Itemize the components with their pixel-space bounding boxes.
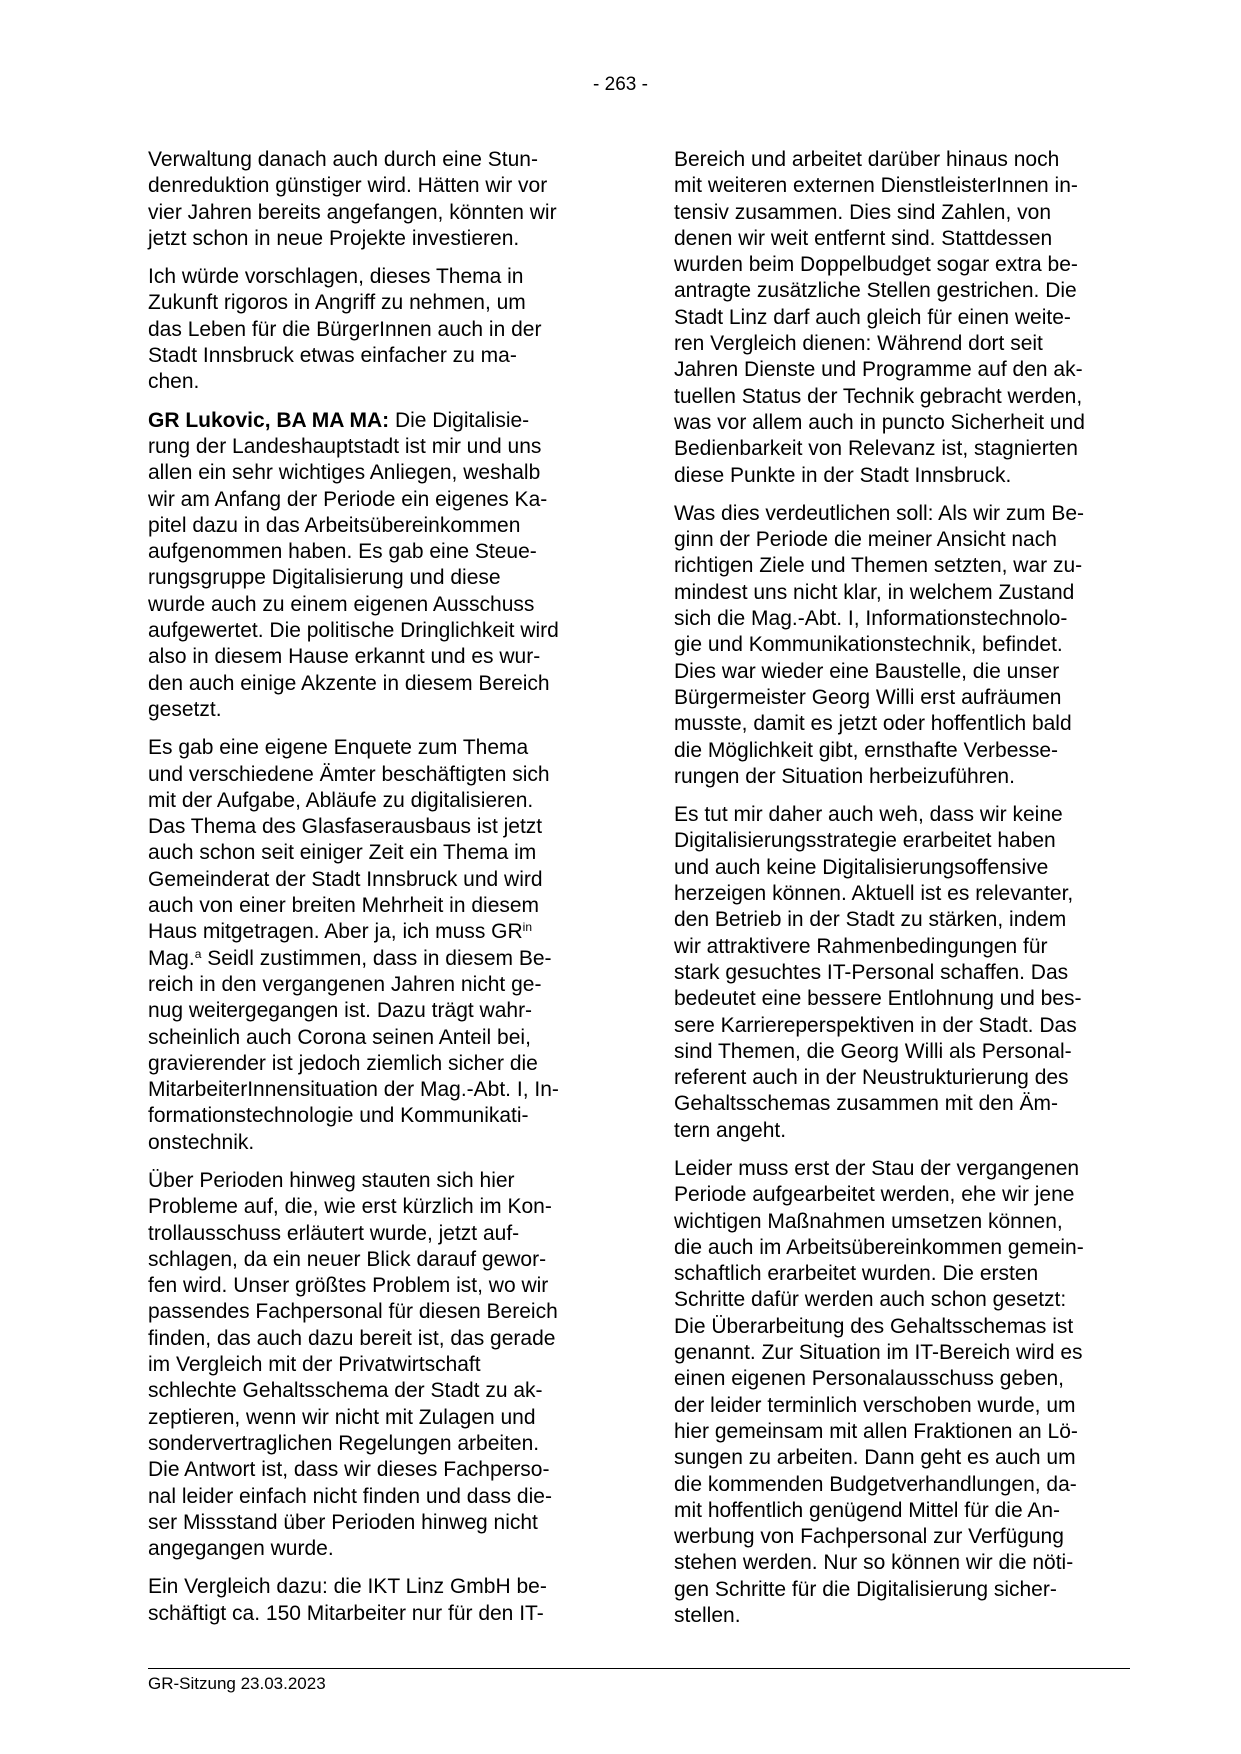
- paragraph: Verwaltung danach auch durch eine Stun- denreduktion günstiger wird. Hätten wir vor vier Jahren bereits angefangen, könnten wir jetzt schon in neue Projekte investieren.: [148, 148, 557, 250]
- page-number: - 263 -: [593, 74, 648, 95]
- paragraph: Bereich und arbeitet darüber hinaus noch mit weiteren externen DienstleisterInnen in- tensiv zusammen. Dies sind Zahlen, von denen wir weit entfernt sind. Stattdessen wurden beim Doppelbudget sogar extra be- antragte zusätzliche Stellen gestrichen. Die Stadt Linz darf auch gleich für einen weite- ren Vergleich dienen: Während dort seit Jahren Dienste und Programme auf den ak- tuellen Status der Technik gebracht werden, was vor allem auch in puncto Sicherheit und Bedienbarkeit von Relevanz ist, stagnierten diese Punkte in der Stadt Innsbruck.: [674, 148, 1085, 487]
- speech-text: Die Digitalisie- rung der Landeshauptstadt ist mir und uns allen ein sehr wichtiges Anliegen, weshalb wir am Anfang der Periode ein eigenes Ka- pitel dazu in das Arbeitsübereinkommen aufgenommen haben. Es gab eine Steue- rungsgruppe Digitalisierung und diese wurde auch zu einem eigenen Ausschuss aufgewertet. Die politische Dringlichkeit wird also in diesem Hause erkannt und es wur- den auch einige Akzente in diesem Bereich gesetzt.: [148, 408, 559, 721]
- paragraph: Ich würde vorschlagen, dieses Thema in Zukunft rigoros in Angriff zu nehmen, um das Leben für die BürgerInnen auch in der Stadt Innsbruck etwas einfacher zu ma- chen.: [148, 265, 542, 394]
- superscript: a: [194, 946, 202, 961]
- footer-text: GR-Sitzung 23.03.2023: [148, 1674, 326, 1693]
- left-column: [148, 147, 600, 1639]
- paragraph-text: Es gab eine eigene Enquete zum Thema und verschiedene Ämter beschäftigten sich mit der Aufgabe, Abläufe zu digitalisieren. Das Thema des Glasfaserausbaus ist jetzt auch schon seit einiger Zeit ein Thema im Gemeinderat der Stadt Innsbruck und wird auch von einer breiten Mehrheit in diesem Haus mitgetragen. Aber ja, ich muss GR: [148, 736, 550, 944]
- right-column: [674, 147, 1127, 1641]
- speaker-name: GR Lukovic, BA MA MA:: [148, 408, 390, 432]
- paragraph: Es tut mir daher auch weh, dass wir keine Digitalisierungsstrategie erarbeitet haben und auch keine Digitalisierungsoffensive herzeigen können. Aktuell ist es relevanter, den Betrieb in der Stadt zu stärken, indem wir attraktivere Rahmenbedingungen für stark gesuchtes IT-Personal schaffen. Das bedeutet eine bessere Entlohnung und bes- sere Karriereperspektiven in der Stadt. Das sind Themen, die Georg Willi als Personal- referent auch in der Neustrukturierung des Gehaltsschemas zusammen mit den Äm- tern angeht.: [674, 803, 1082, 1142]
- footer-divider: [148, 1668, 1130, 1669]
- paragraph-text: Seidl zustimmen, dass in diesem Be- reich in den vergangenen Jahren nicht ge- nug weitergegangen ist. Dazu trägt wahr- scheinlich auch Corona seinen Anteil bei, gravierender ist jedoch ziemlich sicher die MitarbeiterInnensituation der Mag.-Abt. I, In- formationstechnologie und Kommunikati- onstechnik.: [148, 946, 559, 1154]
- superscript: in: [522, 920, 533, 935]
- paragraph: Über Perioden hinweg stauten sich hier Probleme auf, die, wie erst kürzlich im Kon- trollausschuss erläutert wurde, jetzt auf- schlagen, da ein neuer Blick darauf gewor- fen wird. Unser größtes Problem ist, wo wir passendes Fachpersonal für diesen Bereich finden, das auch dazu bereit ist, das gerade im Vergleich mit der Privatwirtschaft schlechte Gehaltsschema der Stadt zu ak- zeptieren, wenn wir nicht mit Zulagen und sondervertraglichen Regelungen arbeiten. Die Antwort ist, dass wir dieses Fachperso- nal leider einfach nicht finden und dass die- ser Missstand über Perioden hinweg nicht angegangen wurde.: [148, 1168, 558, 1561]
- speech-paragraph: [148, 408, 600, 724]
- paragraph: Ein Vergleich dazu: die IKT Linz GmbH be- schäftigt ca. 150 Mitarbeiter nur für den IT-: [148, 1575, 547, 1625]
- paragraph: [148, 735, 600, 1156]
- paragraph: Was dies verdeutlichen soll: Als wir zum Be- ginn der Periode die meiner Ansicht nach richtigen Ziele und Themen setzten, war zu- mindest uns nicht klar, in welchem Zustand sich die Mag.-Abt. I, Informationstechnolo- gie und Kommunikationstechnik, befindet. Dies war wieder eine Baustelle, die unser Bürgermeister Georg Willi erst aufräumen musste, damit es jetzt oder hoffentlich bald die Möglichkeit gibt, ernsthafte Verbesse- rungen der Situation herbeizuführen.: [674, 501, 1085, 788]
- paragraph-text: Mag.: [148, 946, 195, 970]
- paragraph: Leider muss erst der Stau der vergangenen Periode aufgearbeitet werden, ehe wir jene wichtigen Maßnahmen umsetzen können, die auch im Arbeitsübereinkommen gemein- schaftlich erarbeitet wurden. Die ersten Schritte dafür werden auch schon gesetzt: Die Überarbeitung des Gehaltsschemas ist genannt. Zur Situation im IT-Bereich wird es einen eigenen Personalausschuss geben, der leider terminlich verschoben wurde, um hier gemeinsam mit allen Fraktionen an Lö- sungen zu arbeiten. Dann geht es auch um die kommenden Budgetverhandlungen, da- mit hoffentlich genügend Mittel für die An- werbung von Fachpersonal zur Verfügung stehen werden. Nur so können wir die nöti- gen Schritte für die Digitalisierung sicher- stellen.: [674, 1156, 1084, 1628]
